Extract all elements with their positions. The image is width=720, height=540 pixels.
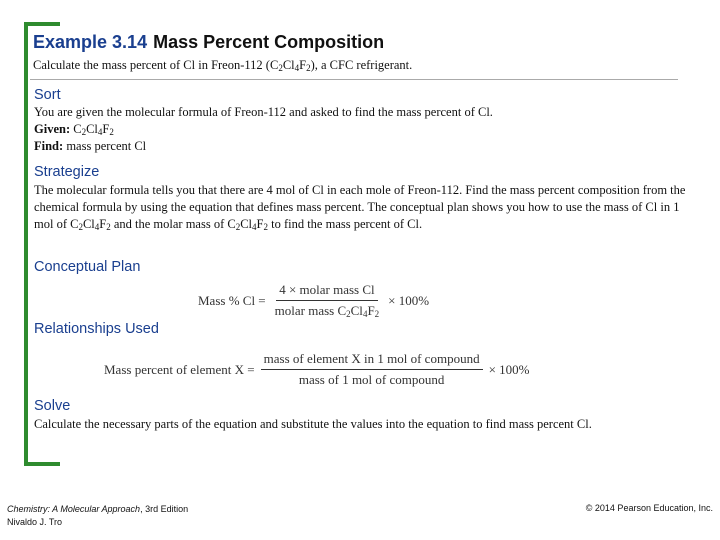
left-bracket-bar (24, 22, 28, 466)
book-title: Chemistry: A Molecular Approach (7, 504, 141, 514)
title-divider (30, 79, 678, 80)
find-line: Find: mass percent Cl (34, 139, 147, 154)
conceptual-plan-equation: Mass % Cl = $\frac{\text{4 × molar mass Cl}}{molar mass C_2Cl_4F_2}$ × 100% (198, 282, 430, 319)
given-line: Given: $C_2Cl_4F_2$ (34, 122, 114, 138)
book-author: Nivaldo J. Tro (7, 517, 63, 527)
solve-heading: Solve (34, 398, 71, 414)
footer-copyright: © 2014 Pearson Education, Inc. (585, 503, 713, 513)
relationships-heading: Relationships Used (34, 321, 159, 337)
bracket-bottom-tick (24, 462, 60, 466)
conceptual-plan-fraction: $\frac{\text{4 × molar mass Cl}}{molar mass C_2Cl_4F_2}$ (274, 282, 380, 319)
example-title-text: Mass Percent Composition (153, 32, 385, 52)
sort-line: You are given the molecular formula of Freon-112 and asked to find the mass percent of Cl. (34, 105, 493, 119)
conceptual-plan-heading: Conceptual Plan (34, 259, 141, 275)
strategize-body: The molecular formula tells you that there are 4 mol of Cl in each mole of Freon-112. Find the mass percent composition from the chemical formula by using the equation that defines mass percent. The conceptual plan shows you how to use the mass of Cl in 1 mol of $C_2Cl_4F_2$ and the molar mass of $C_2Cl_4F_2$ to find the mass percent of Cl. (34, 183, 686, 233)
mass-percent-equation: Mass percent of element X = $\frac{\text{mass of element X in 1 mol of compound}}{\text{mass of 1 mol of compound}}$ × 100% (104, 351, 530, 387)
solve-body: Calculate the necessary parts of the equation and substitute the values into the equation to find mass percent Cl. (34, 417, 592, 431)
example-title (33, 32, 384, 53)
footer-citation: Chemistry: A Molecular Approach, 3rd Edition Nivaldo J. Tro (7, 504, 189, 527)
sort-heading: Sort (34, 87, 61, 103)
strategize-heading: Strategize (34, 164, 100, 180)
mass-percent-fraction: $\frac{\text{mass of element X in 1 mol of compound}}{\text{mass of 1 mol of compound}}$ (261, 351, 483, 388)
bracket-top-tick (24, 22, 60, 26)
example-number: Example 3.14 (33, 32, 148, 52)
sort-body (34, 104, 694, 156)
problem-statement: Calculate the mass percent of Cl in Freon-112 $(C_2Cl_4F_2)$, a CFC refrigerant. (33, 58, 413, 73)
